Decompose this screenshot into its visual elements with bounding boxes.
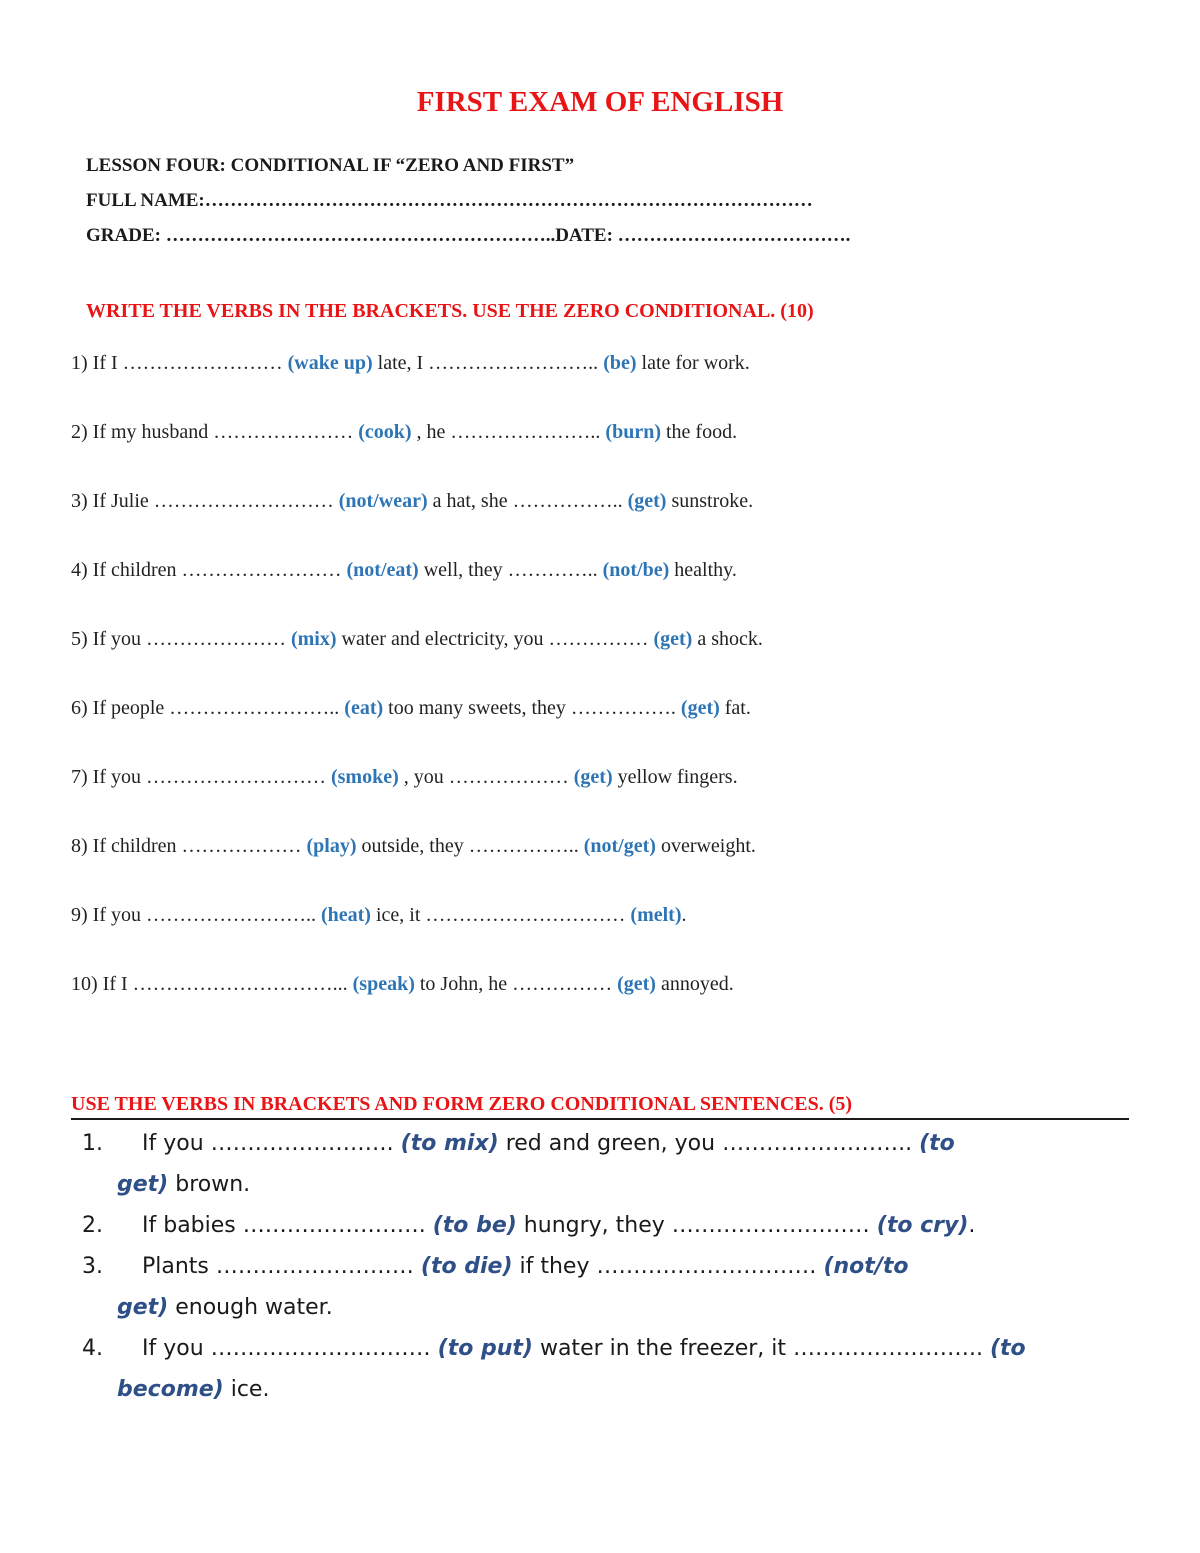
section1-heading: WRITE THE VERBS IN THE BRACKETS. USE THE ZERO CONDITIONAL. (10)	[86, 300, 814, 322]
grade-date-line[interactable]: GRADE: ……………………………………………………..DATE: ……………………………….	[86, 225, 851, 246]
section2-exercise-list	[82, 1123, 1127, 1410]
exercise-item[interactable]: 8) If children ……………… (play) outside, they …………….. (not/get) overweight.	[71, 835, 756, 857]
exercise-item[interactable]: 2) If my husband ………………… (cook) , he ………………….. (burn) the food.	[71, 421, 738, 443]
exercise-item[interactable]: 4. If you ………………………… (to put) water in the freezer, it …………………….. (to become) ice.	[82, 1328, 1127, 1410]
exercise-item[interactable]: 1) If I …………………… (wake up) late, I …………………….. (be) late for work.	[71, 352, 750, 374]
item-number: 3.	[82, 1254, 103, 1279]
exercise-item[interactable]: 2. If babies ……………………. (to be) hungry, they ……………………… (to cry).	[82, 1205, 1127, 1246]
full-name-line[interactable]: FULL NAME:……………………………………………………………………………………	[86, 190, 813, 211]
exercise-item[interactable]: 3. Plants ……………………… (to die) if they ………………………… (not/to get) enough water.	[82, 1246, 1127, 1328]
exercise-item[interactable]: 9) If you …………………….. (heat) ice, it ………………………… (melt).	[71, 904, 687, 926]
exercise-item[interactable]: 1. If you ……………………. (to mix) red and green, you …………………….. (to get) brown.	[82, 1123, 1127, 1205]
exercise-item[interactable]: 7) If you ……………………… (smoke) , you ……………… (get) yellow fingers.	[71, 766, 738, 788]
exercise-item[interactable]: 3) If Julie ……………………… (not/wear) a hat, she …………….. (get) sunstroke.	[71, 490, 754, 512]
item-number: 2.	[82, 1213, 103, 1238]
item-number: 4.	[82, 1336, 103, 1361]
student-info-header	[86, 148, 1086, 253]
exercise-item[interactable]: 4) If children …………………… (not/eat) well, they ………….. (not/be) healthy.	[71, 559, 737, 581]
lesson-line: LESSON FOUR: CONDITIONAL IF “ZERO AND FIRST”	[86, 155, 575, 176]
exercise-item[interactable]: 6) If people …………………….. (eat) too many sweets, they ……………. (get) fat.	[71, 697, 751, 719]
exam-title: FIRST EXAM OF ENGLISH	[416, 86, 784, 118]
item-number: 1.	[82, 1131, 103, 1156]
exercise-item[interactable]: 10) If I …………………………... (speak) to John, he …………… (get) annoyed.	[71, 973, 734, 995]
section1-exercise-list	[71, 348, 1121, 1038]
section2-heading: USE THE VERBS IN BRACKETS AND FORM ZERO CONDITIONAL SENTENCES. (5)	[71, 1093, 1129, 1120]
exercise-item[interactable]: 5) If you ………………… (mix) water and electricity, you …………… (get) a shock.	[71, 628, 763, 650]
